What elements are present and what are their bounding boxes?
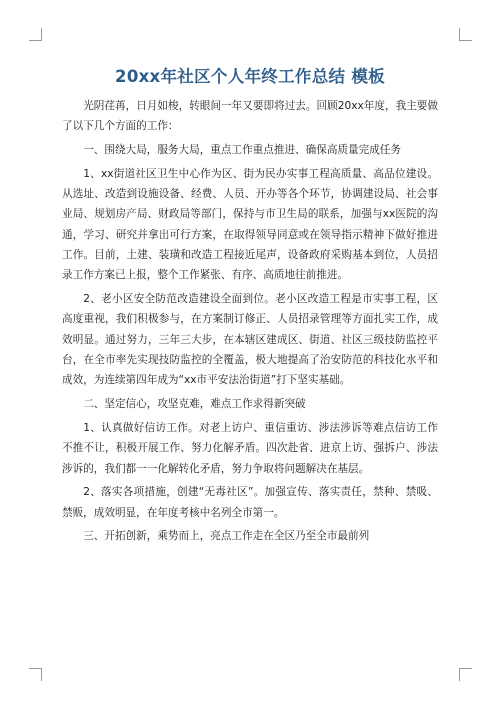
document-body bbox=[62, 96, 438, 550]
paragraph-2-1: 1、认真做好信访工作。对老上访户、重信重访、涉法涉诉等难点信访工作不推不让，积极开展工作、努力化解矛盾。四次赴省、进京上访、强拆户、涉法涉诉的，我们都一一化解转化矛盾，努力争取将问题解决在基层。 bbox=[62, 421, 438, 475]
crop-mark-top-left bbox=[29, 28, 42, 41]
document-title: 20xx年社区个人年终工作总结 模板 bbox=[115, 67, 385, 86]
section-heading-2: 二、坚定信心，攻坚克难，难点工作求得新突破 bbox=[83, 398, 306, 411]
paragraph-2-2: 2、落实各项措施，创建“无毒社区”。加强宣传、落实责任，禁种、禁吸、禁贩，成效明显，在年度考核中名列全市第一。 bbox=[62, 486, 438, 519]
paragraph-1-2: 2、老小区安全防范改造建设全面到位。老小区改造工程是市实事工程，区高度重视，我们积极参与，在方案制订修正、人员招录管理等方面扎实工作，成效明显。通过努力，三年三大步，在本辖区建成区、街道、社区三级技防监控平台，在全市率先实现技防监控的全覆盖，极大地提高了治安防范的科技化水平和成效，为连续第四年成为“xx市平安法治街道”打下坚实基础。 bbox=[62, 293, 438, 387]
crop-mark-top-right bbox=[459, 28, 472, 41]
paragraph-1-1: 1、xx街道社区卫生中心作为区、街为民办实事工程高质量、高品位建设。从选址、改造到设施设备、经费、人员、开办等各个环节，协调建设局、社会事业局、规划房产局、财政局等部门，保持与市卫生局的联系，加强与xx医院的沟通，学习、研究并拿出可行方案，在取得领导同意或在领导指示精神下做好推进工作。目前，土建、装璜和改造工程接近尾声，设备政府采购基本到位，人员招录工作方案已上报，整个工作紧张、有序、高质地往前推进。 bbox=[62, 167, 438, 282]
crop-mark-bottom-right bbox=[459, 668, 472, 681]
crop-mark-bottom-left bbox=[29, 668, 42, 681]
section-heading-1: 一、围绕大局，服务大局，重点工作重点推进、确保高质量完成任务 bbox=[83, 144, 401, 157]
section-heading-3: 三、开拓创新，乘势而上，亮点工作走在全区乃至全市最前列 bbox=[83, 530, 370, 543]
paragraph-intro: 光阴荏苒，日月如梭，转眼间一年又要即将过去。回顾20xx年度，我主要做了以下几个方面的工作： bbox=[62, 100, 438, 133]
